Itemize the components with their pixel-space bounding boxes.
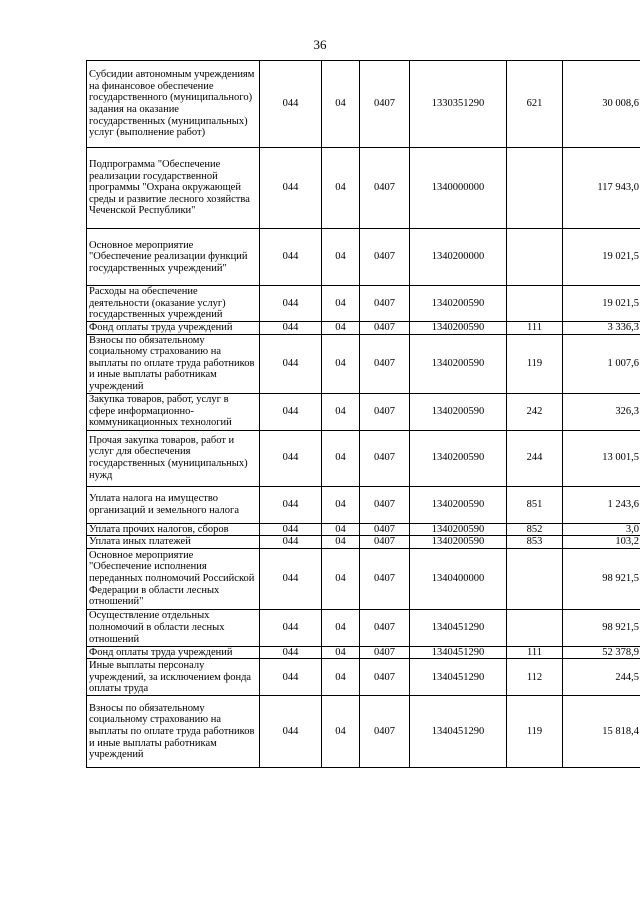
expense-type-code: 111 <box>507 646 563 659</box>
expense-type-code: 244 <box>507 430 563 486</box>
section-code: 04 <box>322 393 360 430</box>
table-row <box>87 609 640 646</box>
amount: 1 243,6 <box>563 486 640 523</box>
subsection-code: 0407 <box>360 659 410 696</box>
amount: 30 008,6 <box>563 61 640 148</box>
section-code: 04 <box>322 148 360 229</box>
subsection-code: 0407 <box>360 334 410 393</box>
section-code: 04 <box>322 523 360 536</box>
subsection-code: 0407 <box>360 523 410 536</box>
amount: 1 007,6 <box>563 334 640 393</box>
expense-type-code: 853 <box>507 536 563 549</box>
budget-table <box>86 60 640 768</box>
page-number: 36 <box>313 37 327 52</box>
target-article-code: 1340200590 <box>410 393 507 430</box>
expense-type-code: 119 <box>507 696 563 768</box>
table-body <box>87 61 640 768</box>
table-row <box>87 523 640 536</box>
amount: 117 943,0 <box>563 148 640 229</box>
amount: 326,3 <box>563 393 640 430</box>
table-row <box>87 61 640 148</box>
expense-type-code <box>507 548 563 609</box>
section-code: 04 <box>322 334 360 393</box>
subsection-code: 0407 <box>360 61 410 148</box>
amount: 52 378,9 <box>563 646 640 659</box>
ministry-code: 044 <box>260 286 322 322</box>
ministry-code: 044 <box>260 646 322 659</box>
expense-name: Закупка товаров, работ, услуг в сфере информационно-коммуникационных технологий <box>87 393 260 430</box>
expense-name: Уплата налога на имущество организаций и земельного налога <box>87 486 260 523</box>
subsection-code: 0407 <box>360 548 410 609</box>
expense-name: Иные выплаты персоналу учреждений, за исключением фонда оплаты труда <box>87 659 260 696</box>
ministry-code: 044 <box>260 148 322 229</box>
ministry-code: 044 <box>260 536 322 549</box>
amount: 103,2 <box>563 536 640 549</box>
expense-name: Основное мероприятие "Обеспечение реализации функций государственных учреждений" <box>87 229 260 286</box>
table-row <box>87 334 640 393</box>
subsection-code: 0407 <box>360 536 410 549</box>
expense-name: Расходы на обеспечение деятельности (оказание услуг) государственных учреждений <box>87 286 260 322</box>
expense-type-code: 851 <box>507 486 563 523</box>
expense-name: Уплата прочих налогов, сборов <box>87 523 260 536</box>
expense-name: Основное мероприятие "Обеспечение исполнения переданных полномочий Российской Федерации в области лесных отношений" <box>87 548 260 609</box>
target-article-code: 1340200590 <box>410 536 507 549</box>
amount: 244,5 <box>563 659 640 696</box>
section-code: 04 <box>322 229 360 286</box>
ministry-code: 044 <box>260 229 322 286</box>
amount: 98 921,5 <box>563 609 640 646</box>
subsection-code: 0407 <box>360 430 410 486</box>
ministry-code: 044 <box>260 609 322 646</box>
target-article-code: 1340400000 <box>410 548 507 609</box>
table-row <box>87 286 640 322</box>
expense-name: Взносы по обязательному социальному страхованию на выплаты по оплате труда работников и иные выплаты работникам учреждений <box>87 696 260 768</box>
subsection-code: 0407 <box>360 148 410 229</box>
target-article-code: 1340451290 <box>410 646 507 659</box>
amount: 98 921,5 <box>563 548 640 609</box>
target-article-code: 1340200590 <box>410 286 507 322</box>
expense-type-code <box>507 229 563 286</box>
target-article-code: 1340200590 <box>410 334 507 393</box>
expense-name: Осуществление отдельных полномочий в области лесных отношений <box>87 609 260 646</box>
table-row <box>87 486 640 523</box>
ministry-code: 044 <box>260 548 322 609</box>
ministry-code: 044 <box>260 659 322 696</box>
table-row <box>87 322 640 335</box>
subsection-code: 0407 <box>360 322 410 335</box>
expense-type-code: 112 <box>507 659 563 696</box>
target-article-code: 1340200590 <box>410 486 507 523</box>
expense-name: Фонд оплаты труда учреждений <box>87 322 260 335</box>
amount: 19 021,5 <box>563 229 640 286</box>
table-row <box>87 229 640 286</box>
section-code: 04 <box>322 430 360 486</box>
expense-type-code: 119 <box>507 334 563 393</box>
subsection-code: 0407 <box>360 486 410 523</box>
table-row <box>87 430 640 486</box>
section-code: 04 <box>322 646 360 659</box>
expense-type-code: 242 <box>507 393 563 430</box>
amount: 13 001,5 <box>563 430 640 486</box>
expense-name: Прочая закупка товаров, работ и услуг для обеспечения государственных (муниципальных) нужд <box>87 430 260 486</box>
table-row <box>87 548 640 609</box>
section-code: 04 <box>322 322 360 335</box>
target-article-code: 1330351290 <box>410 61 507 148</box>
ministry-code: 044 <box>260 486 322 523</box>
subsection-code: 0407 <box>360 229 410 286</box>
section-code: 04 <box>322 609 360 646</box>
subsection-code: 0407 <box>360 393 410 430</box>
amount: 15 818,4 <box>563 696 640 768</box>
section-code: 04 <box>322 286 360 322</box>
expense-type-code: 852 <box>507 523 563 536</box>
target-article-code: 1340451290 <box>410 609 507 646</box>
target-article-code: 1340200590 <box>410 322 507 335</box>
expense-name: Взносы по обязательному социальному страхованию на выплаты по оплате труда работников и иные выплаты работникам учреждений <box>87 334 260 393</box>
section-code: 04 <box>322 536 360 549</box>
subsection-code: 0407 <box>360 696 410 768</box>
ministry-code: 044 <box>260 393 322 430</box>
section-code: 04 <box>322 61 360 148</box>
table-row <box>87 393 640 430</box>
expense-name: Подпрограмма "Обеспечение реализации государственной программы "Охрана окружающей среды и развитие лесного хозяйства Чеченской Республики" <box>87 148 260 229</box>
ministry-code: 044 <box>260 523 322 536</box>
expense-name: Уплата иных платежей <box>87 536 260 549</box>
expense-type-code <box>507 286 563 322</box>
subsection-code: 0407 <box>360 286 410 322</box>
target-article-code: 1340200000 <box>410 229 507 286</box>
target-article-code: 1340200590 <box>410 523 507 536</box>
table-row <box>87 536 640 549</box>
amount: 3,0 <box>563 523 640 536</box>
ministry-code: 044 <box>260 430 322 486</box>
table-row <box>87 659 640 696</box>
table-row <box>87 646 640 659</box>
target-article-code: 1340000000 <box>410 148 507 229</box>
expense-name: Субсидии автономным учреждениям на финансовое обеспечение государственного (муниципального) задания на оказание государственных (муниципальных) услуг (выполнение работ) <box>87 61 260 148</box>
ministry-code: 044 <box>260 61 322 148</box>
table-row <box>87 148 640 229</box>
target-article-code: 1340451290 <box>410 659 507 696</box>
section-code: 04 <box>322 696 360 768</box>
expense-name: Фонд оплаты труда учреждений <box>87 646 260 659</box>
ministry-code: 044 <box>260 696 322 768</box>
ministry-code: 044 <box>260 334 322 393</box>
expense-type-code: 111 <box>507 322 563 335</box>
expense-type-code <box>507 609 563 646</box>
amount: 19 021,5 <box>563 286 640 322</box>
section-code: 04 <box>322 548 360 609</box>
target-article-code: 1340451290 <box>410 696 507 768</box>
ministry-code: 044 <box>260 322 322 335</box>
section-code: 04 <box>322 659 360 696</box>
section-code: 04 <box>322 486 360 523</box>
subsection-code: 0407 <box>360 646 410 659</box>
table-row <box>87 696 640 768</box>
subsection-code: 0407 <box>360 609 410 646</box>
amount: 3 336,3 <box>563 322 640 335</box>
target-article-code: 1340200590 <box>410 430 507 486</box>
expense-type-code: 621 <box>507 61 563 148</box>
expense-type-code <box>507 148 563 229</box>
